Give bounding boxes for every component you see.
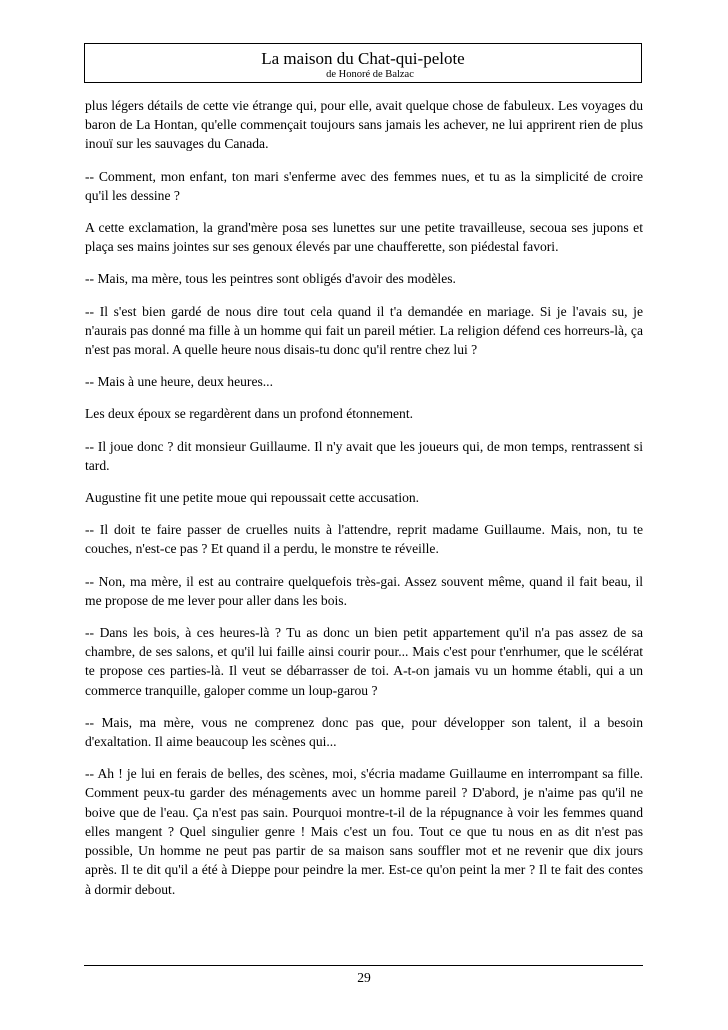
footer-divider [84, 965, 643, 966]
paragraph: -- Non, ma mère, il est au contraire quelquefois très-gai. Assez souvent même, quand il fait beau, il me propose de me lever pour aller dans les bois. [85, 573, 643, 608]
paragraph: -- Il joue donc ? dit monsieur Guillaume. Il n'y avait que les joueurs qui, de mon temps, rentrassent si tard. [85, 438, 643, 473]
author-line: de Honoré de Balzac [326, 69, 414, 80]
paragraph: -- Il s'est bien gardé de nous dire tout cela quand il t'a demandée en mariage. Si je l'avais su, je n'aurais pas donné ma fille à un homme qui fait un pareil métier. La religion défend ces horreurs-là, ça n'est pas moral. A quelle heure nous disais-tu donc qu'il rentre chez lui ? [85, 303, 643, 358]
paragraph: -- Ah ! je lui en ferais de belles, des scènes, moi, s'écria madame Guillaume en interrompant sa fille. Comment peux-tu garder des ménagements avec un homme pareil ? D'abord, je n'aime pas qu'il ne boive que de l'eau. Ça n'est pas sain. Pourquoi montre-t-il de la répugnance à voir les femmes quand elles mangent ? Quel singulier genre ! Mais c'est un fou. Tout ce que tu nous en as dit n'est pas possible, Un homme ne peut pas partir de sa maison sans souffler mot et ne revenir que dix jours après. Il te dit qu'il a été à Dieppe pour peindre la mer. Est-ce qu'on peint la mer ? Il te fait des contes à dormir debout. [85, 766, 643, 897]
paragraph: plus légers détails de cette vie étrange qui, pour elle, avait quelque chose de fabuleux. Les voyages du baron de La Hontan, qu'elle commençait toujours sans jamais les achever, ne lui apprirent rien de plus inouï sur les sauvages du Canada. [85, 98, 643, 152]
paragraph: A cette exclamation, la grand'mère posa ses lunettes sur une petite travailleuse, secoua ses jupons et plaça ses mains jointes sur ses genoux élevés par une chaufferette, son piédestal favori. [85, 220, 643, 255]
paragraph: Augustine fit une petite moue qui repoussait cette accusation. [85, 490, 420, 506]
book-title: La maison du Chat-qui-pelote [261, 49, 465, 68]
paragraph: Les deux époux se regardèrent dans un profond étonnement. [85, 406, 414, 422]
running-header [84, 43, 642, 83]
paragraph: -- Mais, ma mère, vous ne comprenez donc pas que, pour développer son talent, il a besoin d'exaltation. Il aime beaucoup les scènes qui... [85, 714, 643, 750]
paragraph: -- Il doit te faire passer de cruelles nuits à l'attendre, reprit madame Guillaume. Mais, non, tu te couches, n'est-ce pas ? Et quand il a perdu, le monstre te réveille. [85, 522, 643, 557]
paragraph: -- Mais, ma mère, tous les peintres sont obligés d'avoir des modèles. [85, 271, 456, 287]
body-text [85, 96, 643, 912]
page-number: 29 [357, 970, 371, 985]
paragraph: -- Comment, mon enfant, ton mari s'enferme avec des femmes nues, et tu as la simplicité de croire qu'il les dessine ? [85, 168, 643, 203]
paragraph: -- Mais à une heure, deux heures... [85, 374, 273, 390]
paragraph: -- Dans les bois, à ces heures-là ? Tu as donc un bien petit appartement qu'il n'a pas assez de sa chambre, de ses salons, et qu'il lui faille ainsi courir pour... Mais c'est pour t'enrhumer, que le scélérat te propose ces parties-là. Il veut se débarrasser de toi. A-t-on jamais vu un homme établi, qui a un commerce tranquille, galoper comme un loup-garou ? [85, 625, 643, 698]
